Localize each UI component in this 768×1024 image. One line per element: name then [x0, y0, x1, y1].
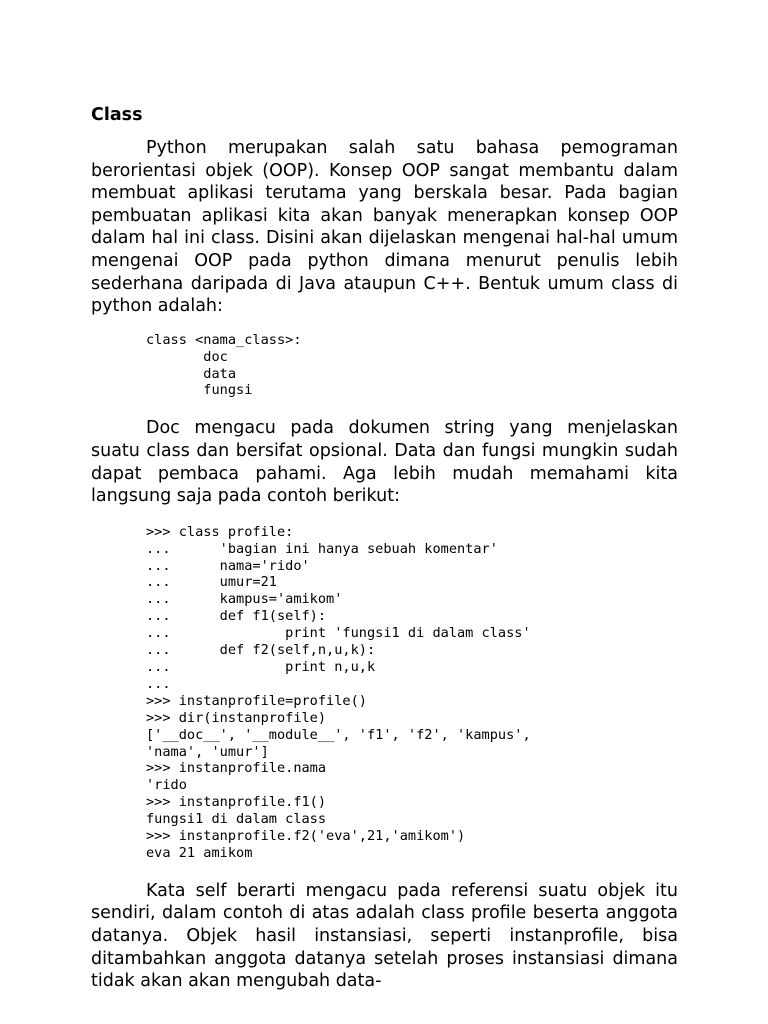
- paragraph-intro: Python merupakan salah satu bahasa pemograman berorientasi objek (OOP). Konsep OOP sangat membantu dalam membuat aplikasi terutama yang berskala besar. Pada bagian pembuatan aplikasi kita akan banyak menerapkan konsep OOP dalam hal ini class. Disini akan dijelaskan mengenai hal-hal umum mengenai OOP pada python dimana menurut penulis lebih sederhana daripada di Java ataupun C++. Bentuk umum class di python adalah:: [91, 138, 678, 317]
- paragraph-doc-explanation: Doc mengacu pada dokumen string yang menjelaskan suatu class dan bersifat opsional. Data dan fungsi mungkin sudah dapat pembaca pahami. Aga lebih mudah memahami kita langsung saja pada contoh berikut:: [91, 418, 678, 507]
- paragraph-self-explanation: Kata self berarti mengacu pada referensi suatu objek itu sendiri, dalam contoh di atas adalah class profile beserta anggota datanya. Objek hasil instansiasi, seperti instanprofile, bisa ditambahkan anggota datanya setelah proses instansiasi dimana tidak akan akan mengubah data-: [91, 880, 678, 992]
- document-page: [91, 103, 678, 1024]
- code-block-example: >>> class profile: ... 'bagian ini hanya sebuah komentar' ... nama='rido' ... umur=21 ... kampus='amikom' ... def f1(self): ... print 'fungsi1 di dalam class' ... def f2(self,n,u,k): ... print n,u,k ... >>> instanprofile=profile() >>> dir(instanprofile) ['__doc__', '__module__', 'f1', 'f2', 'kampus', 'nama', 'umur'] >>> instanprofile.nama 'rido >>> instanprofile.f1() fungsi1 di dalam class >>> instanprofile.f2('eva',21,'amikom') eva 21 amikom: [146, 523, 531, 861]
- code-block-class-syntax: class <nama_class>: doc data fungsi: [146, 331, 302, 399]
- section-heading: Class: [91, 105, 143, 125]
